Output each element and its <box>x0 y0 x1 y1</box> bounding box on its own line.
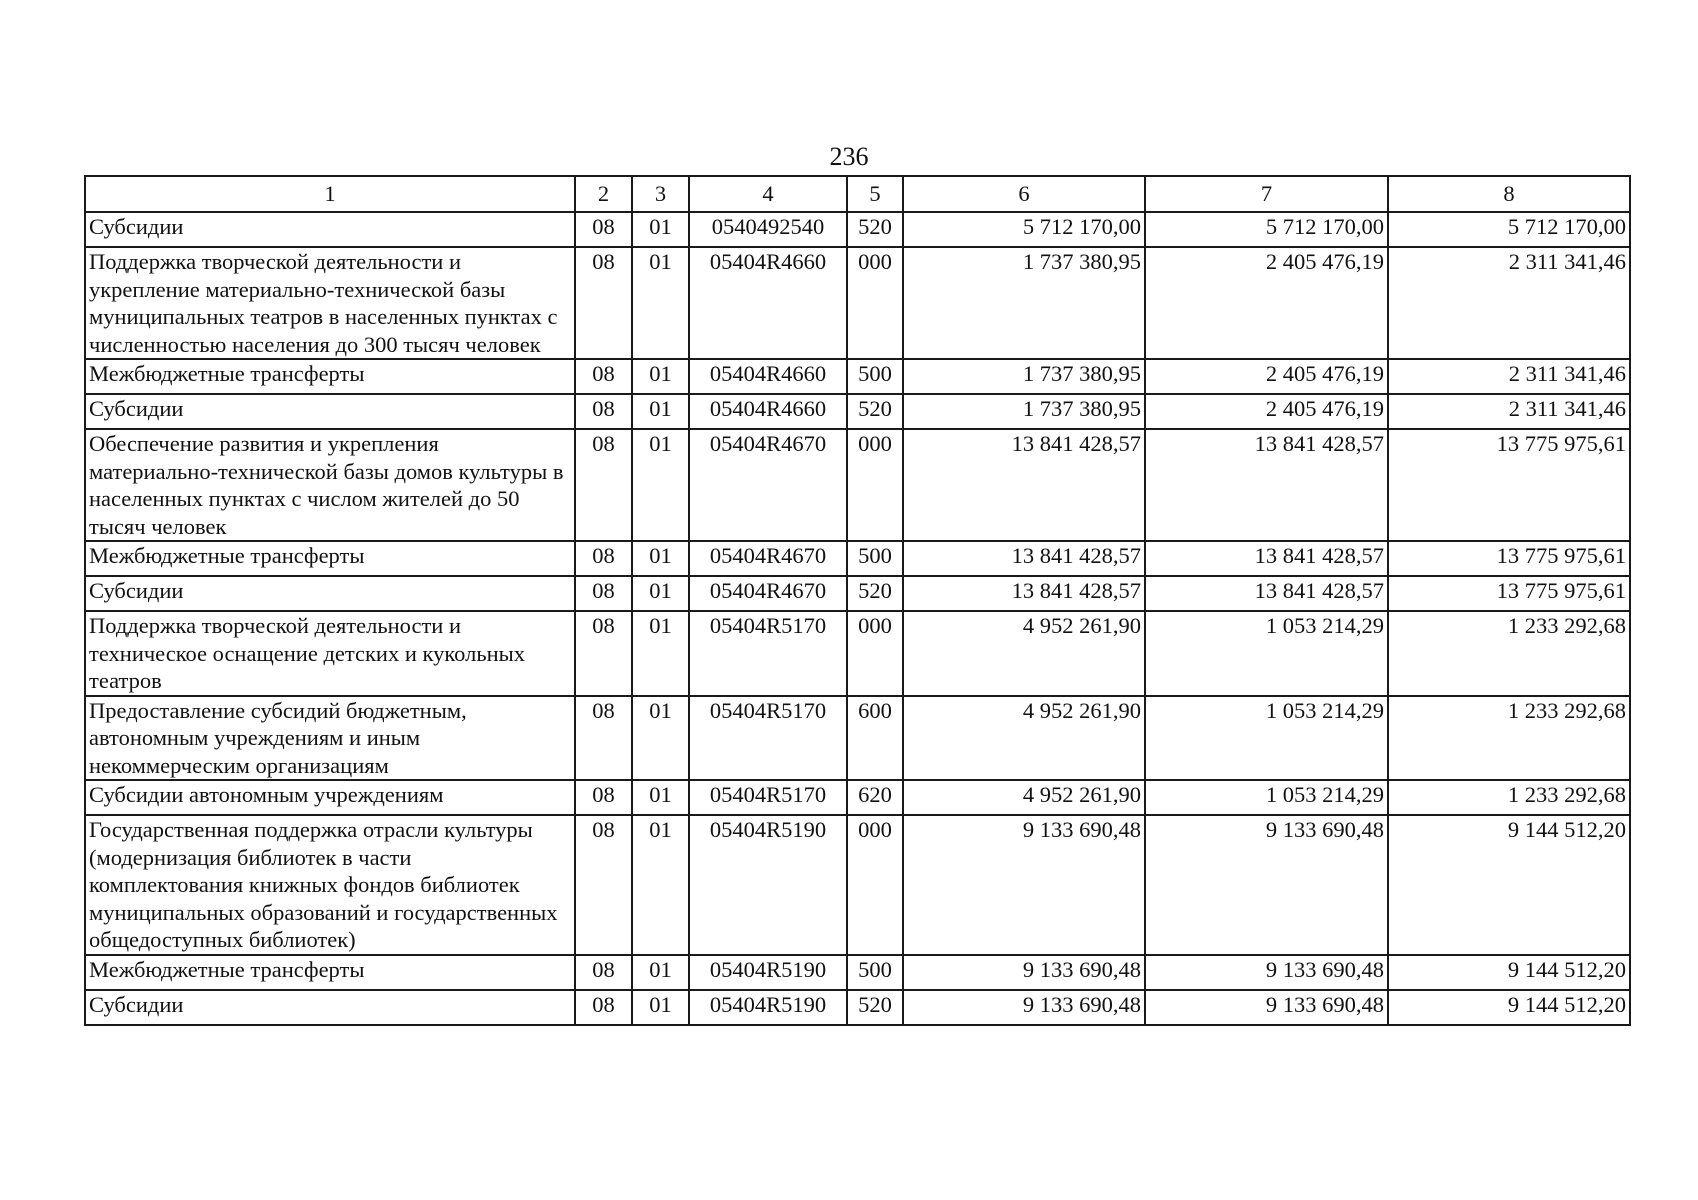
row-subsection: 01 <box>632 429 689 541</box>
row-subsection: 01 <box>632 611 689 696</box>
row-expense-type: 520 <box>847 576 903 611</box>
row-section: 08 <box>575 541 632 576</box>
row-value-7: 9 133 690,48 <box>1145 990 1388 1025</box>
row-subsection: 01 <box>632 541 689 576</box>
row-section: 08 <box>575 780 632 815</box>
row-value-7: 1 053 214,29 <box>1145 696 1388 781</box>
row-value-8: 2 311 341,46 <box>1388 359 1630 394</box>
row-value-6: 4 952 261,90 <box>903 780 1145 815</box>
header-col-3: 3 <box>632 176 689 212</box>
row-value-8: 13 775 975,61 <box>1388 541 1630 576</box>
row-target-article: 05404R5170 <box>689 696 847 781</box>
row-value-6: 9 133 690,48 <box>903 955 1145 990</box>
row-value-7: 2 405 476,19 <box>1145 394 1388 429</box>
row-expense-type: 520 <box>847 990 903 1025</box>
row-subsection: 01 <box>632 955 689 990</box>
row-value-7: 13 841 428,57 <box>1145 429 1388 541</box>
row-expense-type: 000 <box>847 429 903 541</box>
row-value-6: 4 952 261,90 <box>903 696 1145 781</box>
row-value-7: 9 133 690,48 <box>1145 955 1388 990</box>
row-subsection: 01 <box>632 780 689 815</box>
row-value-6: 4 952 261,90 <box>903 611 1145 696</box>
row-expense-type: 600 <box>847 696 903 781</box>
header-col-2: 2 <box>575 176 632 212</box>
row-name: Межбюджетные трансферты <box>85 541 575 576</box>
row-subsection: 01 <box>632 359 689 394</box>
row-value-8: 1 233 292,68 <box>1388 611 1630 696</box>
row-value-7: 1 053 214,29 <box>1145 780 1388 815</box>
table-row <box>85 541 1630 576</box>
row-value-8: 5 712 170,00 <box>1388 212 1630 247</box>
row-value-8: 13 775 975,61 <box>1388 429 1630 541</box>
row-value-7: 2 405 476,19 <box>1145 359 1388 394</box>
row-target-article: 0540492540 <box>689 212 847 247</box>
row-section: 08 <box>575 611 632 696</box>
row-subsection: 01 <box>632 576 689 611</box>
table-header-row <box>85 176 1630 212</box>
row-section: 08 <box>575 359 632 394</box>
row-value-7: 1 053 214,29 <box>1145 611 1388 696</box>
row-target-article: 05404R4670 <box>689 429 847 541</box>
header-col-7: 7 <box>1145 176 1388 212</box>
row-name: Поддержка творческой деятельности и укрепление материально-технической базы муниципальных театров в населенных пунктах с численностью населения до 300 тысяч человек <box>85 247 575 359</box>
row-target-article: 05404R5170 <box>689 780 847 815</box>
row-subsection: 01 <box>632 815 689 955</box>
row-subsection: 01 <box>632 990 689 1025</box>
row-target-article: 05404R4670 <box>689 576 847 611</box>
row-value-8: 1 233 292,68 <box>1388 780 1630 815</box>
row-name: Предоставление субсидий бюджетным, автономным учреждениям и иным некоммерческим организациям <box>85 696 575 781</box>
row-name: Субсидии <box>85 394 575 429</box>
table-row <box>85 955 1630 990</box>
row-target-article: 05404R5170 <box>689 611 847 696</box>
header-col-8: 8 <box>1388 176 1630 212</box>
row-value-8: 9 144 512,20 <box>1388 815 1630 955</box>
row-section: 08 <box>575 990 632 1025</box>
row-value-6: 13 841 428,57 <box>903 541 1145 576</box>
table-row <box>85 611 1630 696</box>
row-value-8: 2 311 341,46 <box>1388 247 1630 359</box>
header-col-5: 5 <box>847 176 903 212</box>
row-subsection: 01 <box>632 212 689 247</box>
row-name: Межбюджетные трансферты <box>85 955 575 990</box>
table-row <box>85 780 1630 815</box>
row-section: 08 <box>575 815 632 955</box>
row-name: Субсидии <box>85 212 575 247</box>
row-target-article: 05404R4670 <box>689 541 847 576</box>
row-section: 08 <box>575 955 632 990</box>
row-section: 08 <box>575 247 632 359</box>
row-value-7: 13 841 428,57 <box>1145 576 1388 611</box>
table-row <box>85 429 1630 541</box>
row-name: Межбюджетные трансферты <box>85 359 575 394</box>
row-expense-type: 000 <box>847 815 903 955</box>
row-value-6: 13 841 428,57 <box>903 429 1145 541</box>
row-value-7: 2 405 476,19 <box>1145 247 1388 359</box>
row-section: 08 <box>575 429 632 541</box>
row-target-article: 05404R4660 <box>689 359 847 394</box>
row-target-article: 05404R5190 <box>689 955 847 990</box>
header-col-1: 1 <box>85 176 575 212</box>
budget-table <box>84 175 1631 1026</box>
row-value-6: 9 133 690,48 <box>903 990 1145 1025</box>
row-target-article: 05404R5190 <box>689 990 847 1025</box>
row-expense-type: 500 <box>847 955 903 990</box>
header-col-4: 4 <box>689 176 847 212</box>
row-expense-type: 500 <box>847 541 903 576</box>
row-section: 08 <box>575 696 632 781</box>
row-section: 08 <box>575 212 632 247</box>
table-row <box>85 394 1630 429</box>
row-target-article: 05404R5190 <box>689 815 847 955</box>
row-value-6: 1 737 380,95 <box>903 359 1145 394</box>
row-section: 08 <box>575 576 632 611</box>
table-row <box>85 247 1630 359</box>
row-value-7: 9 133 690,48 <box>1145 815 1388 955</box>
row-value-6: 1 737 380,95 <box>903 247 1145 359</box>
table-row <box>85 212 1630 247</box>
row-target-article: 05404R4660 <box>689 247 847 359</box>
row-name: Субсидии автономным учреждениям <box>85 780 575 815</box>
header-col-6: 6 <box>903 176 1145 212</box>
row-name: Поддержка творческой деятельности и техническое оснащение детских и кукольных театров <box>85 611 575 696</box>
row-value-6: 1 737 380,95 <box>903 394 1145 429</box>
row-value-6: 13 841 428,57 <box>903 576 1145 611</box>
row-value-7: 5 712 170,00 <box>1145 212 1388 247</box>
row-value-8: 9 144 512,20 <box>1388 990 1630 1025</box>
row-name: Государственная поддержка отрасли культуры (модернизация библиотек в части комплектования книжных фондов библиотек муниципальных образований и государственных общедоступных библиотек) <box>85 815 575 955</box>
row-name: Субсидии <box>85 990 575 1025</box>
row-expense-type: 520 <box>847 394 903 429</box>
page-number: 236 <box>829 142 869 171</box>
row-expense-type: 500 <box>847 359 903 394</box>
row-expense-type: 620 <box>847 780 903 815</box>
table-row <box>85 576 1630 611</box>
row-value-8: 1 233 292,68 <box>1388 696 1630 781</box>
row-value-6: 9 133 690,48 <box>903 815 1145 955</box>
table-row <box>85 359 1630 394</box>
row-subsection: 01 <box>632 247 689 359</box>
row-subsection: 01 <box>632 696 689 781</box>
row-expense-type: 000 <box>847 247 903 359</box>
row-value-7: 13 841 428,57 <box>1145 541 1388 576</box>
row-subsection: 01 <box>632 394 689 429</box>
row-value-6: 5 712 170,00 <box>903 212 1145 247</box>
row-expense-type: 000 <box>847 611 903 696</box>
table-row <box>85 696 1630 781</box>
row-value-8: 2 311 341,46 <box>1388 394 1630 429</box>
table-row <box>85 990 1630 1025</box>
row-value-8: 9 144 512,20 <box>1388 955 1630 990</box>
row-expense-type: 520 <box>847 212 903 247</box>
row-value-8: 13 775 975,61 <box>1388 576 1630 611</box>
row-name: Обеспечение развития и укрепления материально-технической базы домов культуры в населенных пунктах с числом жителей до 50 тысяч человек <box>85 429 575 541</box>
row-section: 08 <box>575 394 632 429</box>
row-name: Субсидии <box>85 576 575 611</box>
table-row <box>85 815 1630 955</box>
row-target-article: 05404R4660 <box>689 394 847 429</box>
